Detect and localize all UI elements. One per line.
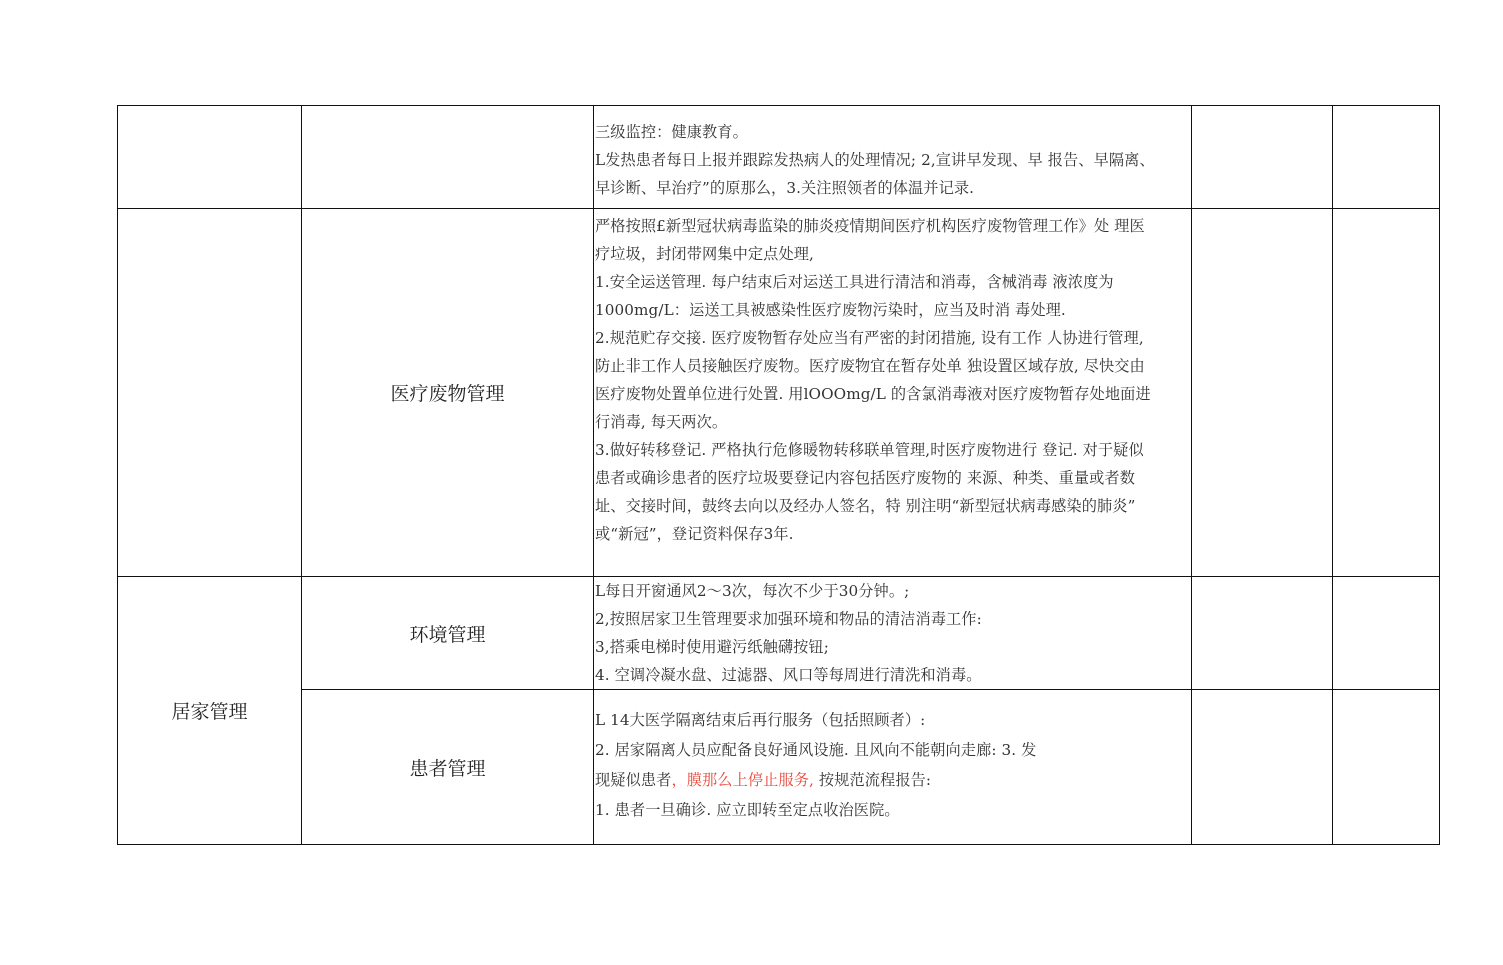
content-line: 早诊断、早治疗”的原那么，3.关注照领者的体温并记录. [595,179,975,197]
content-line: L 14大医学隔离结束后再行服务（包括照顾者）: [595,711,926,729]
text-segment: 现疑似患者 [595,771,672,789]
empty-cell [1192,106,1333,209]
content-line: 防止非工作人员接触医疗废物。医疗废物宜在暂存处单 独设置区域存放, 尽快交由 [595,357,1145,375]
content-line: 1. 患者一旦确诊. 应立即转至定点收治医院。 [595,801,900,819]
category-cell: 居家管理 [118,577,302,845]
content-line: 3.做好转移登记. 严格执行危修暖物转移联单管理,时医疗废物进行 登记. 对于疑似 [595,441,1144,459]
empty-cell [1333,106,1440,209]
content-line: 患者或确诊患者的医疗垃圾要登记内容包括医疗废物的 来源、种类、重量或者数 [595,469,1135,487]
content-line: 行消毒, 每天两次。 [595,413,728,431]
content-line: 1.安全运送管理. 每户结束后对运送工具进行清洁和消毒，含械消毒 液浓度为 [595,273,1114,291]
content-cell [594,106,1192,209]
empty-cell [1333,209,1440,577]
content-line: 4. 空调冷凝水盘、过滤器、风口等每周进行清洗和消毒。 [595,666,982,684]
content-cell [594,690,1192,845]
subcategory-cell: 环境管理 [302,577,594,690]
table-row [118,690,1440,845]
subcategory-cell [302,106,594,209]
subcategory-cell: 患者管理 [302,690,594,845]
content-cell [594,577,1192,690]
category-cell [118,209,302,577]
content-line: 或“新冠”，登记资料保存3年. [595,525,794,543]
empty-cell [1192,577,1333,690]
empty-cell [1192,209,1333,577]
table-row [118,577,1440,690]
category-cell [118,106,302,209]
empty-cell [1192,690,1333,845]
subcategory-cell: 医疗废物管理 [302,209,594,577]
text-segment: 按规范流程报告: [813,771,932,789]
highlighted-text: ，膜那么上停止服务, [671,771,814,789]
empty-cell [1333,577,1440,690]
content-line: 3,搭乘电梯时使用避污纸触礴按钮; [595,638,829,656]
content-cell [594,209,1192,577]
document-table [117,105,1440,845]
content-line: 严格按照£新型冠状病毒监染的肺炎疫情期间医疗机构医疗废物管理工作》处 理医 [595,217,1145,235]
content-line: 医疗废物处置单位进行处置. 用lOOOmg/L 的含氯消毒液对医疗废物暂存处地面进 [595,385,1151,403]
content-line: 疗垃圾，封闭带网集中定点处理, [595,245,814,263]
content-line-mixed [594,765,1191,795]
content-line: 1000mg/L：运送工具被感染性医疗废物污染时，应当及时消 毒处理. [595,301,1066,319]
content-line: 2,按照居家卫生管理要求加强环境和物品的清洁消毒工作: [595,610,982,628]
content-line: 三级监控：健康教育。 [595,123,748,141]
empty-cell [1333,690,1440,845]
table-row [118,106,1440,209]
content-line: 2.规范贮存交接. 医疗废物暂存处应当有严密的封闭措施, 设有工作 人协进行管理, [595,329,1144,347]
content-line: 2. 居家隔离人员应配备良好通风设施. 且风向不能朝向走廊: 3. 发 [595,741,1037,759]
content-line: 址、交接时间，鼓终去向以及经办人签名，特 别注明“新型冠状病毒感染的肺炎” [595,497,1136,515]
content-line: L每日开窗通风2〜3次，每次不少于30分钟。; [595,582,910,600]
content-line: L发热患者每日上报并跟踪发热病人的处理情况; 2,宣讲早发现、早 报告、早隔离、 [595,151,1155,169]
table-row [118,209,1440,577]
